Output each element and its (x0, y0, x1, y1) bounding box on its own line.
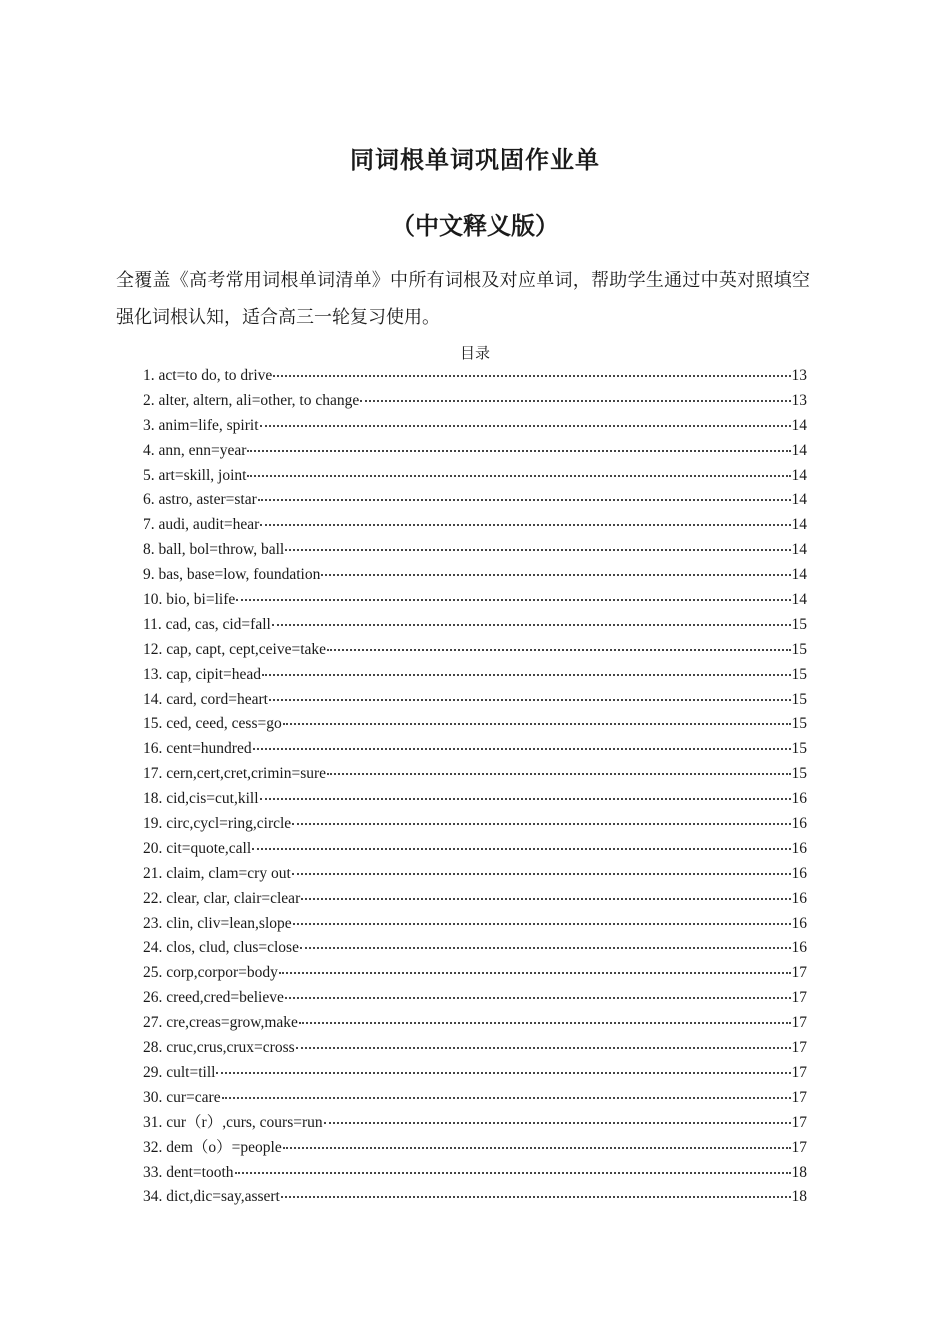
toc-entry-label: 21. claim, clam=cry out (143, 864, 291, 882)
toc-leader-dots (247, 475, 790, 477)
toc-entry[interactable] (143, 936, 807, 961)
toc-entry[interactable] (143, 737, 807, 762)
toc-entry-label: 27. cre,creas=grow,make (143, 1014, 298, 1032)
toc-entry-label: 25. corp,corpor=body (143, 964, 278, 982)
toc-entry-label: 4. ann, enn=year (143, 441, 247, 459)
toc-entry-page-number: 15 (791, 765, 807, 783)
toc-entry[interactable] (143, 887, 807, 912)
toc-leader-dots (260, 425, 791, 427)
toc-entry-label: 10. bio, bi=life (143, 591, 236, 609)
toc-entry-page-number: 14 (791, 591, 807, 609)
toc-entry-page-number: 16 (791, 815, 807, 833)
toc-entry[interactable] (143, 488, 807, 513)
toc-entry[interactable] (143, 862, 807, 887)
toc-leader-dots (321, 574, 790, 576)
toc-entry-label: 11. cad, cas, cid=fall (143, 615, 271, 633)
toc-entry[interactable] (143, 1161, 807, 1186)
toc-entry-page-number: 18 (791, 1163, 807, 1181)
toc-leader-dots (279, 972, 791, 974)
toc-entry[interactable] (143, 414, 807, 439)
toc-leader-dots (327, 773, 790, 775)
document-subtitle: （中文释义版） (391, 212, 559, 240)
toc-entry-page-number: 14 (791, 441, 807, 459)
toc-leader-dots (252, 848, 790, 850)
toc-entry[interactable] (143, 1185, 807, 1210)
toc-entry-page-number: 18 (791, 1188, 807, 1206)
toc-leader-dots (292, 873, 791, 875)
toc-entry-page-number: 15 (791, 740, 807, 758)
toc-leader-dots (301, 898, 790, 900)
toc-entry[interactable] (143, 1086, 807, 1111)
toc-leader-dots (253, 748, 791, 750)
toc-leader-dots (283, 1147, 791, 1149)
toc-entry-label: 23. clin, cliv=lean,slope (143, 914, 292, 932)
toc-entry-label: 5. art=skill, joint (143, 466, 247, 484)
toc-leader-dots (285, 549, 790, 551)
toc-entry-page-number: 16 (791, 939, 807, 957)
toc-entry-page-number: 14 (791, 466, 807, 484)
toc-entry-page-number: 15 (791, 640, 807, 658)
toc-entry-label: 12. cap, capt, cept,ceive=take (143, 640, 327, 658)
toc-entry-label: 9. bas, base=low, foundation (143, 566, 321, 584)
toc-entry-page-number: 16 (791, 839, 807, 857)
toc-entry-page-number: 15 (791, 665, 807, 683)
toc-entry[interactable] (143, 1011, 807, 1036)
toc-entry-page-number: 17 (791, 989, 807, 1007)
toc-entry-label: 17. cern,cert,cret,crimin=sure (143, 765, 327, 783)
toc-leader-dots (222, 1097, 791, 1099)
toc-entry-label: 3. anim=life, spirit (143, 416, 259, 434)
toc-entry-label: 28. cruc,crus,crux=cross (143, 1039, 295, 1057)
toc-entry-page-number: 15 (791, 715, 807, 733)
toc-entry[interactable] (143, 762, 807, 787)
toc-entry-page-number: 14 (791, 416, 807, 434)
toc-entry[interactable] (143, 588, 807, 613)
toc-entry-page-number: 15 (791, 690, 807, 708)
toc-leader-dots (283, 723, 791, 725)
toc-entry-page-number: 14 (791, 566, 807, 584)
toc-entry-page-number: 13 (791, 367, 807, 384)
toc-entry-label: 1. act=to do, to drive (143, 367, 273, 384)
toc-entry[interactable] (143, 538, 807, 563)
toc-leader-dots (327, 649, 790, 651)
toc-entry-label: 19. circ,cycl=ring,circle (143, 815, 292, 833)
toc-entry-label: 8. ball, bol=throw, ball (143, 541, 285, 559)
toc-leader-dots (273, 375, 790, 377)
toc-leader-dots (260, 798, 791, 800)
toc-entry-page-number: 17 (791, 1138, 807, 1156)
toc-heading: 目录 (459, 344, 490, 362)
toc-entry[interactable] (143, 1111, 807, 1136)
document-title: 同词根单词巩固作业单 (350, 146, 600, 174)
toc-entry[interactable] (143, 513, 807, 538)
toc-entry-page-number: 17 (791, 964, 807, 982)
toc-entry-page-number: 14 (791, 516, 807, 534)
toc-entry[interactable] (143, 1036, 807, 1061)
toc-leader-dots (247, 450, 790, 452)
toc-entry-label: 26. creed,cred=believe (143, 989, 284, 1007)
toc-leader-dots (269, 699, 791, 701)
toc-entry-label: 33. dent=tooth (143, 1163, 234, 1181)
toc-entry-label: 18. cid,cis=cut,kill (143, 790, 259, 808)
toc-entry[interactable] (143, 439, 807, 464)
toc-entry-page-number: 17 (791, 1088, 807, 1106)
toc-leader-dots (293, 923, 791, 925)
toc-entry-label: 32. dem（o）=people (143, 1138, 282, 1156)
toc-entry-label: 15. ced, ceed, cess=go (143, 715, 282, 733)
toc-entry[interactable] (143, 712, 807, 737)
toc-entry[interactable] (143, 563, 807, 588)
toc-entry-label: 31. cur（r）,curs, cours=run (143, 1113, 323, 1131)
toc-entry-label: 22. clear, clar, clair=clear (143, 889, 301, 907)
toc-entry-page-number: 17 (791, 1063, 807, 1081)
toc-leader-dots (292, 823, 790, 825)
toc-entry-label: 2. alter, altern, ali=other, to change (143, 391, 360, 409)
toc-entry[interactable] (143, 663, 807, 688)
toc-entry-page-number: 16 (791, 914, 807, 932)
toc-entry-label: 13. cap, cipit=head (143, 665, 262, 683)
toc-entry-page-number: 16 (791, 790, 807, 808)
toc-entry-label: 6. astro, aster=star (143, 491, 257, 509)
toc-leader-dots (260, 524, 790, 526)
toc-leader-dots (299, 1022, 791, 1024)
toc-leader-dots (360, 400, 790, 402)
toc-leader-dots (235, 1172, 791, 1174)
toc-leader-dots (258, 499, 791, 501)
toc-entry[interactable] (143, 638, 807, 663)
toc-entry-label: 14. card, cord=heart (143, 690, 268, 708)
toc-entry[interactable] (143, 912, 807, 937)
toc-entry-page-number: 13 (791, 391, 807, 409)
toc-entry-page-number: 14 (791, 541, 807, 559)
toc-leader-dots (285, 997, 791, 999)
toc-entry[interactable] (143, 364, 807, 389)
toc-entry[interactable] (143, 1061, 807, 1086)
toc-entry-label: 24. clos, clud, clus=close (143, 939, 299, 957)
toc-entry[interactable] (143, 464, 807, 489)
toc-entry-label: 7. audi, audit=hear (143, 516, 260, 534)
toc-leader-dots (236, 599, 790, 601)
toc-entry-label: 20. cit=quote,call (143, 839, 252, 857)
toc-entry-page-number: 17 (791, 1113, 807, 1131)
toc-entry-label: 16. cent=hundred (143, 740, 252, 758)
toc-entry[interactable] (143, 688, 807, 713)
toc-entry-page-number: 17 (791, 1014, 807, 1032)
toc-leader-dots (296, 1047, 791, 1049)
toc-entry-page-number: 17 (791, 1039, 807, 1057)
toc-entry-page-number: 16 (791, 864, 807, 882)
toc-entry[interactable] (143, 812, 807, 837)
toc-entry-page-number: 15 (791, 615, 807, 633)
toc-leader-dots (262, 674, 790, 676)
toc-leader-dots (272, 624, 791, 626)
toc-leader-dots (281, 1196, 791, 1198)
toc-entry[interactable] (143, 986, 807, 1011)
toc-entry-page-number: 16 (791, 889, 807, 907)
toc-leader-dots (324, 1122, 791, 1124)
toc-entry-label: 30. cur=care (143, 1088, 221, 1106)
toc-entry[interactable] (143, 837, 807, 862)
toc-entry[interactable] (143, 961, 807, 986)
toc-entry-page-number: 14 (791, 491, 807, 509)
toc-entry[interactable] (143, 613, 807, 638)
toc-entry[interactable] (143, 1136, 807, 1161)
toc-leader-dots (300, 947, 791, 949)
toc-entry[interactable] (143, 389, 807, 414)
intro-paragraph: 全覆盖《高考常用词根单词清单》中所有词根及对应单词，帮助学生通过中英对照填空强化词根认知，适合高三一轮复习使用。 (116, 270, 810, 328)
toc-entry-label: 34. dict,dic=say,assert (143, 1188, 280, 1206)
toc-entry-label: 29. cult=till (143, 1063, 216, 1081)
toc-entry[interactable] (143, 787, 807, 812)
table-of-contents (143, 364, 807, 1210)
toc-leader-dots (216, 1072, 790, 1074)
